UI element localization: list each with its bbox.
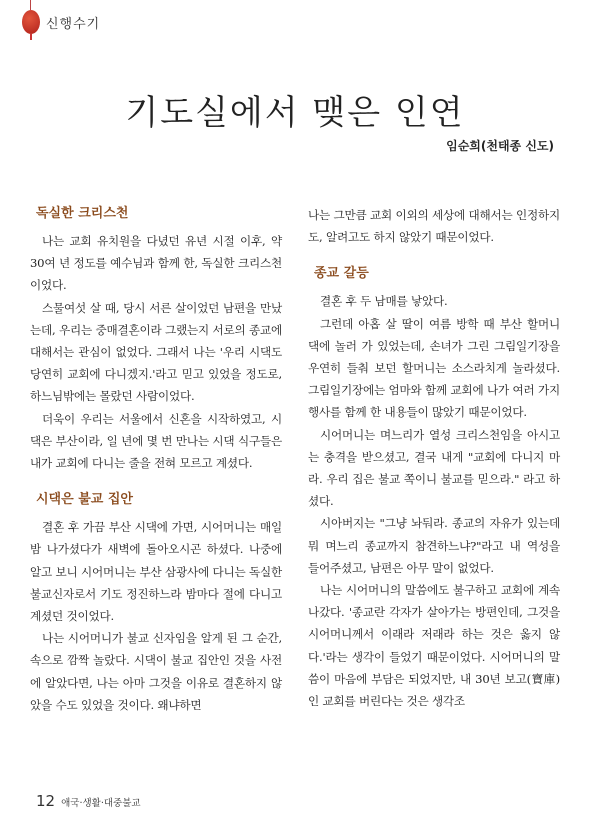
section-tag — [22, 10, 100, 34]
section-label: 신행수기 — [46, 16, 101, 32]
page-number: 12 — [36, 792, 56, 810]
paragraph-continued: 나는 그만큼 교회 이외의 세상에 대해서는 인정하지도, 알려고도 하지 않았기 때문이었다. — [308, 208, 560, 245]
subheading-buddhist-family: 시댁은 불교 집안 — [36, 492, 133, 508]
right-column — [308, 204, 560, 712]
magazine-name: 애국·생활·대중불교 — [61, 798, 141, 809]
lantern-icon — [22, 10, 40, 34]
subheading-devout-christian: 독실한 크리스천 — [36, 206, 129, 221]
page-footer — [36, 792, 141, 810]
paragraph: 결혼 후 두 남매를 낳았다. — [320, 294, 448, 309]
paragraph: 시어머니는 며느리가 열성 크리스천임을 아시고는 충격을 받으셨고, 결국 내게 "교회에 다니지 마라. 우리 집은 불교 쪽이니 불교를 믿으라." 라고 하셨다. — [308, 427, 560, 509]
paragraph: 결혼 후 가끔 부산 시댁에 가면, 시어머니는 매일 밤 나가셨다가 새벽에 돌아오시곤 하셨다. 나중에 알고 보니 시어머니는 부산 삼광사에 다니는 독실한 불교신자로서 기도 정진하느라 밤마다 절에 다니고 계셨던 것이었다. — [30, 520, 282, 624]
paragraph: 나는 교회 유치원을 다녔던 유년 시절 이후, 약 30여 년 정도를 예수님과 함께 한, 독실한 크리스천이었다. — [30, 234, 282, 293]
article-title: 기도실에서 맺은 인연 — [125, 92, 465, 133]
lantern-string — [30, 0, 31, 10]
paragraph: 시아버지는 "그냥 놔둬라. 종교의 자유가 있는데 뭐 며느리 종교까지 참견하느냐?"라고 내 역성을 들어주셨고, 남편은 아무 말이 없었다. — [308, 516, 560, 575]
author-byline: 임순희(천태종 신도) — [446, 139, 554, 153]
paragraph: 그런데 아홉 살 딸이 여름 방학 때 부산 할머니 댁에 놀러 가 있었는데, 손녀가 그린 그림일기장을 우연히 들춰 보던 할머니는 소스라치게 놀라셨다. 그림일기장에는 엄마와 함께 교회에 나가 여러 가지 행사를 함께 한 내용들이 많았기 때문이었다. — [308, 316, 560, 420]
paragraph: 나는 시어머니가 불교 신자임을 알게 된 그 순간, 속으로 깜짝 놀랐다. 시댁이 불교 집안인 것을 사전에 알았다면, 나는 아마 그것을 이유로 결혼하지 않았을 수도 있었을 것이다. 왜냐하면 — [30, 631, 282, 712]
subheading-religious-conflict: 종교 갈등 — [314, 266, 369, 282]
paragraph: 스물여섯 살 때, 당시 서른 살이었던 남편을 만났는데, 우리는 중매결혼이라 그랬는지 서로의 종교에 대해서는 관심이 없었다. 그래서 나는 '우리 시댁도 당연히 교회에 다니겠지.'라고 믿고 있었을 정도로, 하느님밖에는 몰랐던 사람이었다. — [30, 300, 282, 404]
left-column — [30, 204, 282, 716]
paragraph: 나는 시어머니의 말씀에도 불구하고 교회에 계속 나갔다. '종교란 각자가 살아가는 방편인데, 그것을 시어머니께서 이래라 저래라 하는 것은 옳지 않다.'라는 생각이 들었기 때문이었다. 시어머니의 말씀이 마음에 부담은 되었지만, 내 30년 보고(寶庫)인 교회를 버린다는 것은 생각조 — [308, 583, 560, 709]
paragraph: 더욱이 우리는 서울에서 신혼을 시작하였고, 시댁은 부산이라, 일 년에 몇 번 만나는 시댁 식구들은 내가 교회에 다니는 줄을 전혀 모르고 계셨다. — [30, 411, 282, 471]
